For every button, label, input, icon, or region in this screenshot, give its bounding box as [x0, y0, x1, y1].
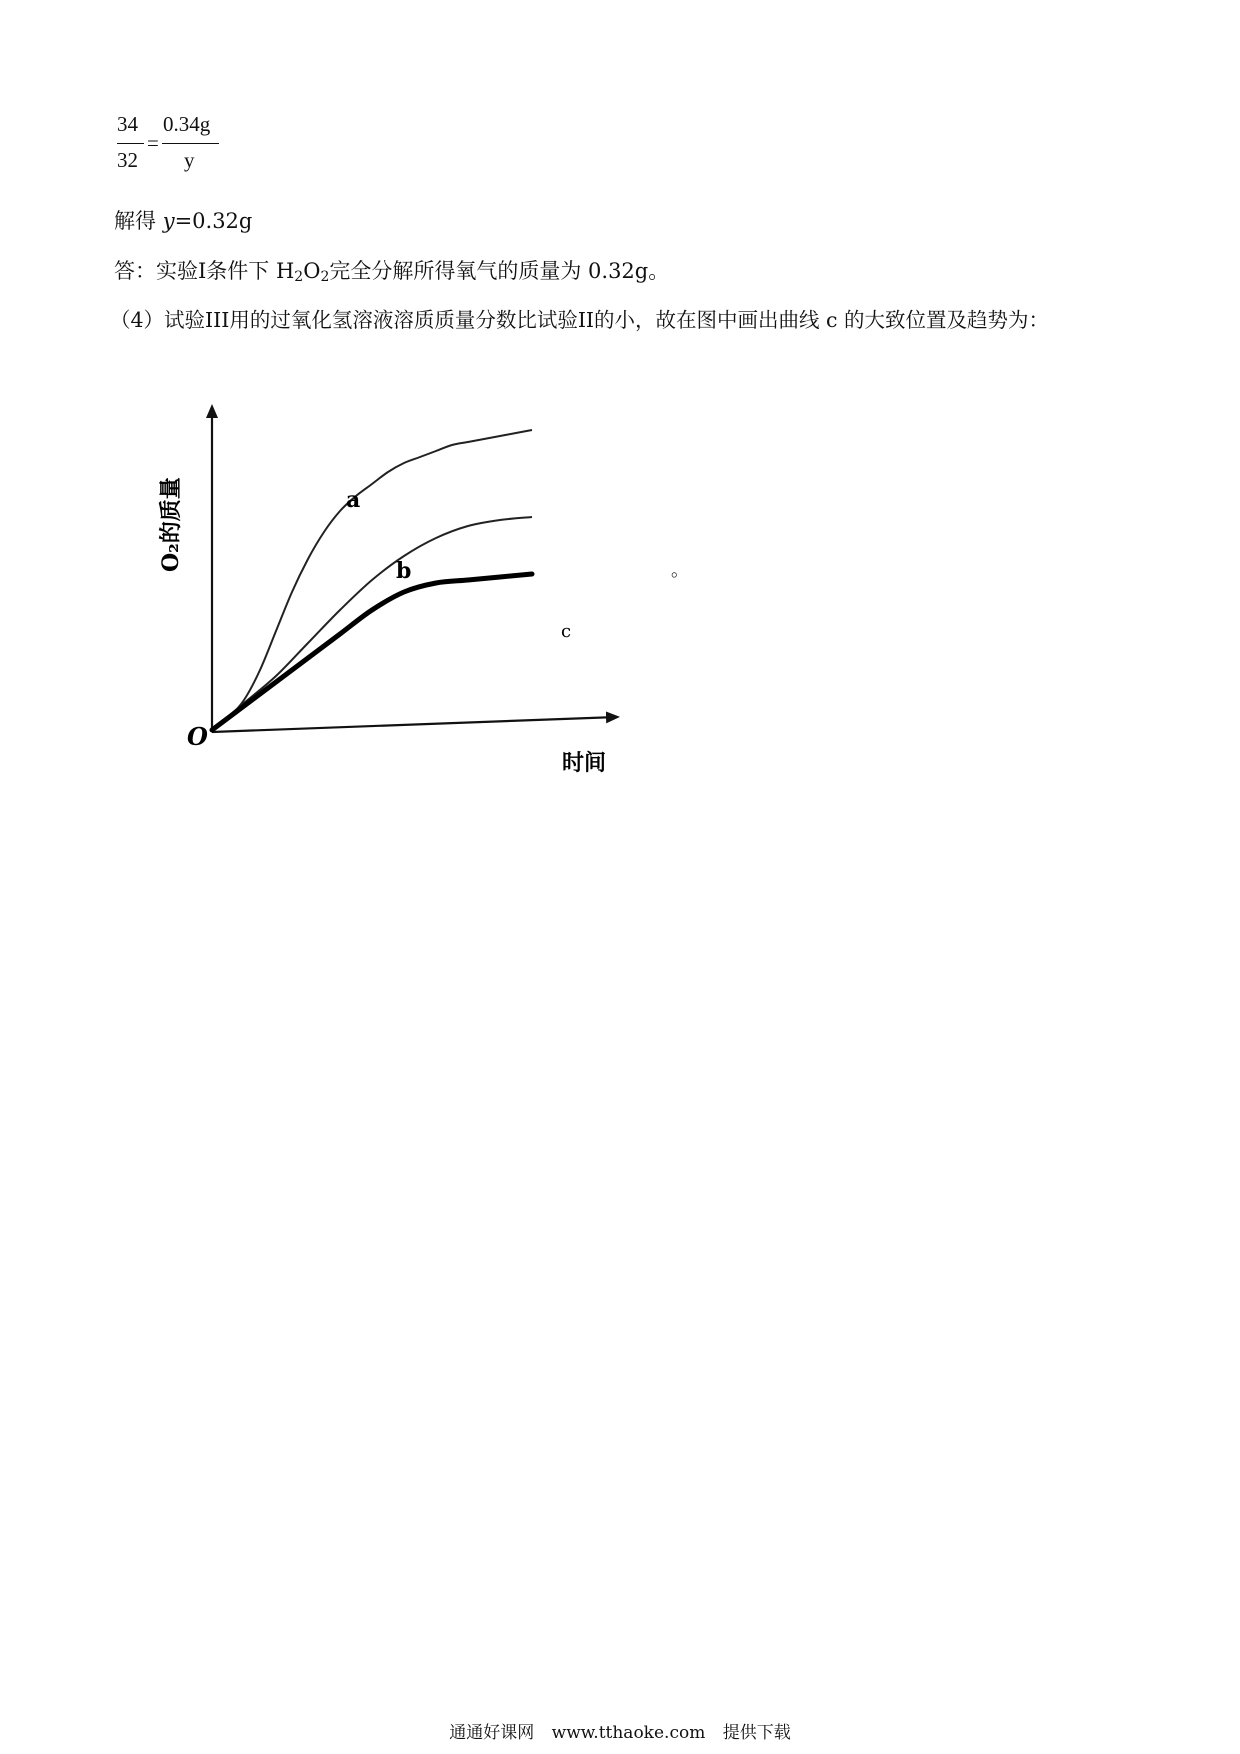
- solution-line: [114, 205, 252, 235]
- right-denominator: y: [184, 148, 195, 172]
- equals-sign: =: [147, 131, 159, 155]
- origin-label: O: [187, 722, 208, 751]
- page-footer: [0, 1718, 1240, 1743]
- left-denominator: 32: [117, 148, 138, 172]
- curve-a-label: a: [346, 487, 361, 513]
- curve-c: [212, 574, 532, 730]
- solution-label: 解得: [114, 209, 163, 233]
- ratio-equation: [117, 112, 227, 174]
- solution-value: =0.32g: [174, 209, 253, 233]
- footer-url[interactable]: www.tthaoke.com: [551, 1723, 706, 1743]
- left-numerator: 34: [117, 112, 138, 136]
- x-axis-label: 时间: [562, 750, 607, 776]
- y-axis-label: O₂的质量: [158, 477, 184, 572]
- answer-subscript-2: 2: [320, 269, 330, 285]
- answer-line: [114, 255, 669, 285]
- solution-variable: y: [162, 209, 175, 233]
- footer-site-name: 通通好课网: [449, 1723, 535, 1743]
- curve-b-label: b: [396, 558, 412, 584]
- left-fraction-bar: [117, 143, 144, 144]
- trailing-period: 。: [671, 560, 689, 581]
- footer-action: 提供下载: [722, 1723, 791, 1743]
- answer-subscript-1: 2: [294, 269, 304, 285]
- question-4: （4）试验III用的过氧化氢溶液溶质质量分数比试验II的小，故在图中画出曲线 c 的大致位置及趋势为：: [110, 308, 1050, 332]
- x-axis: [212, 717, 617, 732]
- answer-text-2: O: [303, 259, 321, 283]
- curve-b: [212, 517, 532, 730]
- answer-text-3: 完全分解所得氧气的质量为 0.32g。: [329, 259, 670, 283]
- answer-text-1: 答：实验I条件下 H: [114, 259, 295, 283]
- right-fraction-bar: [162, 143, 219, 144]
- right-numerator: 0.34g: [163, 112, 211, 136]
- curve-c-label: c: [561, 621, 572, 642]
- o2-mass-chart: [158, 395, 635, 785]
